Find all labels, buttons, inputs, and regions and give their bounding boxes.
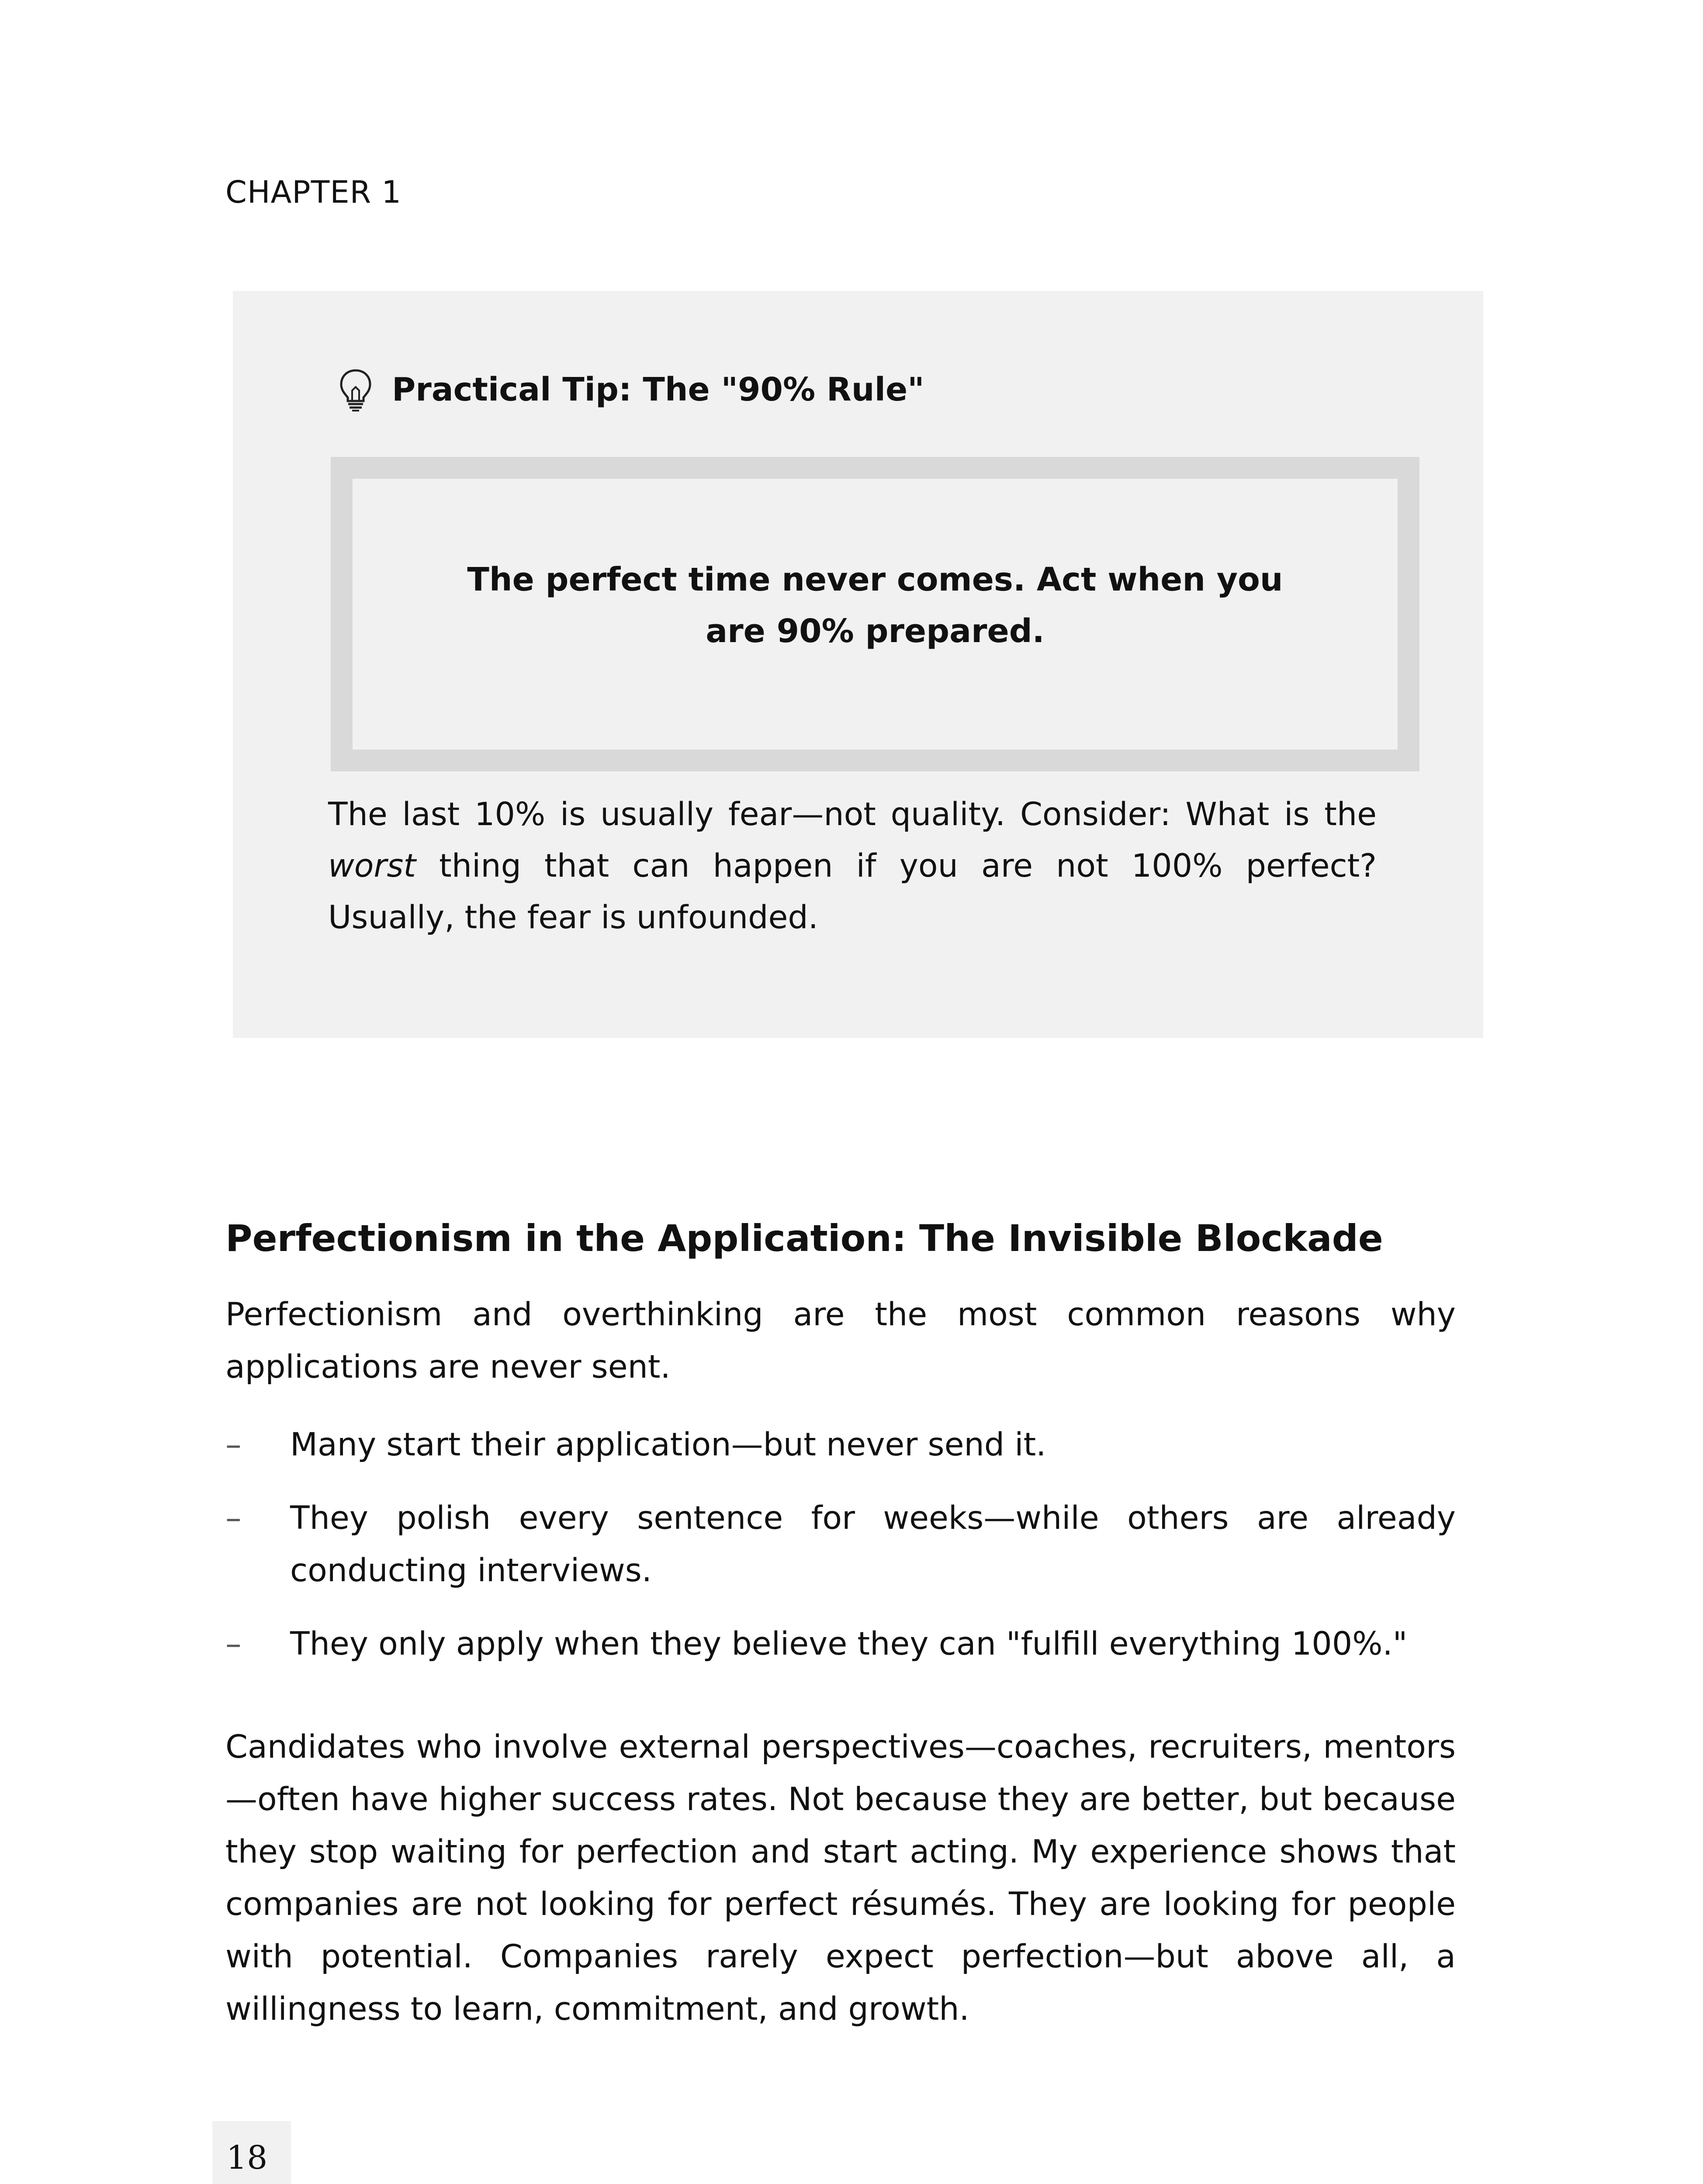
list-item bbox=[225, 1618, 1456, 1670]
bullet-marker: – bbox=[225, 1500, 242, 1537]
chapter-header: CHAPTER 1 bbox=[225, 174, 402, 210]
tip-body-emphasis: worst bbox=[328, 847, 416, 885]
tip-body-text-end: thing that can happen if you are not 100% perfect? Usually, the fear is unfounded. bbox=[328, 847, 1377, 936]
bullet-marker: – bbox=[225, 1625, 242, 1662]
tip-body-text: The last 10% is usually fear—not quality. Consider: What is the bbox=[328, 796, 1377, 833]
list-item-text: They only apply when they believe they can "fulfill everything 100%." bbox=[290, 1625, 1408, 1662]
lightbulb-icon bbox=[338, 368, 374, 411]
section-heading: Perfectionism in the Application: The Invisible Blockade bbox=[225, 1217, 1383, 1260]
page-number-tab bbox=[212, 2121, 291, 2184]
list-item bbox=[225, 1492, 1456, 1597]
bullet-marker: – bbox=[225, 1426, 242, 1463]
tip-body bbox=[328, 789, 1377, 943]
tip-title: Practical Tip: The "90% Rule" bbox=[392, 370, 924, 408]
quote-frame bbox=[331, 457, 1419, 771]
tip-header bbox=[338, 368, 924, 411]
closing-paragraph: Candidates who involve external perspectives—coaches, recruiters, mentors—often have higher success rates. Not because they are better, but because they stop waiting for perfection and start acting. My experience shows that companies are not looking for perfect résumés. They are looking for people with potential. Companies rarely expect perfection—but above all, a willingness to learn, commitment, and growth. bbox=[225, 1728, 1456, 2028]
page-number: 18 bbox=[226, 2139, 268, 2177]
practical-tip-box bbox=[233, 291, 1483, 1038]
bullet-list bbox=[225, 1419, 1456, 1691]
list-item-text: Many start their application—but never send it. bbox=[290, 1426, 1046, 1463]
list-item-text: They polish every sentence for weeks—while others are already conducting interviews. bbox=[290, 1500, 1456, 1589]
quote-text: The perfect time never comes. Act when you are 90% prepared. bbox=[467, 561, 1283, 650]
intro-paragraph: Perfectionism and overthinking are the most common reasons why applications are never sent. bbox=[225, 1296, 1456, 1386]
list-item bbox=[225, 1419, 1456, 1471]
